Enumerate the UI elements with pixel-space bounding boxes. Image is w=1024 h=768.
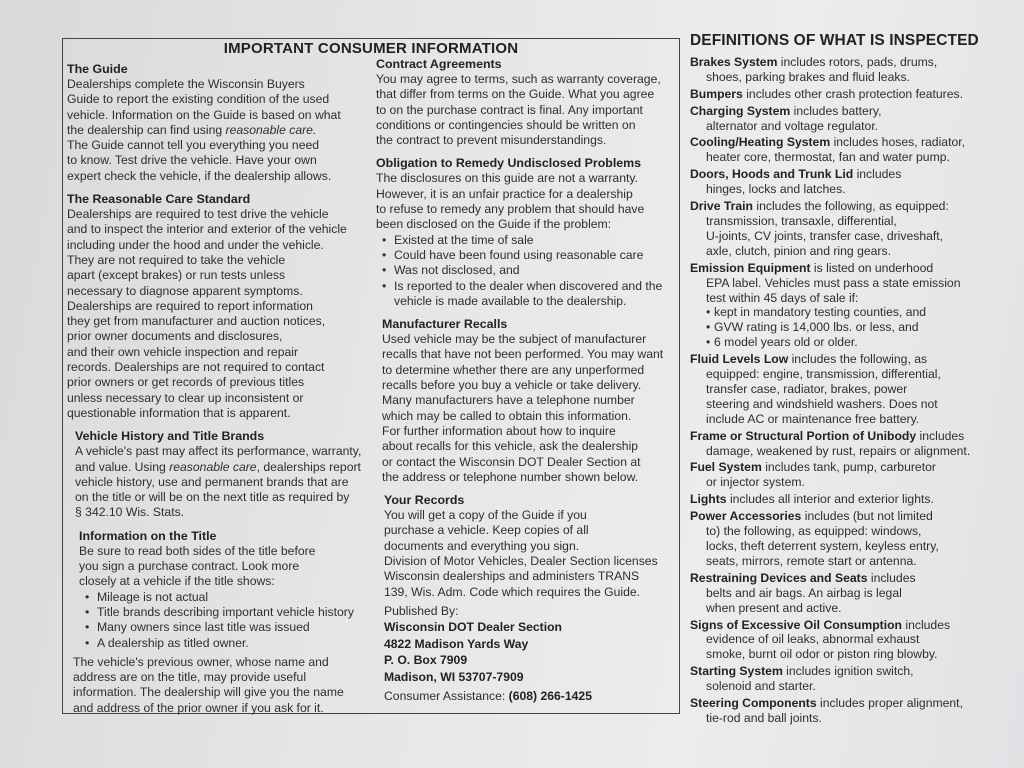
text-line: The vehicle's previous owner, whose name and <box>73 654 329 669</box>
definition-term: Emission Equipment <box>690 260 811 275</box>
text-line: documents and everything you sign. <box>384 538 580 553</box>
text-line: heater core, thermostat, fan and water pump. <box>706 150 950 165</box>
text-line <box>690 352 990 367</box>
text-line: Wisconsin dealerships and administers TRANS <box>384 569 640 584</box>
consumer-info-title: IMPORTANT CONSUMER INFORMATION <box>223 40 519 57</box>
text-line: Dealerships are required to report information <box>67 298 313 313</box>
definition-term: Frame or Structural Portion of Unibody <box>690 428 917 443</box>
text-line: evidence of oil leaks, abnormal exhaust <box>706 632 920 647</box>
text-line: information. The dealership will give you the name <box>73 685 344 700</box>
text-line: you sign a purchase contract. Look more <box>79 559 300 574</box>
emphasis-text: reasonable care. <box>225 122 317 137</box>
text-line: vehicle history, use and permanent brands that are <box>75 474 349 489</box>
text-line <box>690 429 990 444</box>
text-line: they get from manufacturer and auction notices, <box>67 314 326 329</box>
definition-term: Charging System <box>690 103 791 118</box>
section-title-information <box>67 529 367 716</box>
guide-paragraph-2 <box>67 138 367 184</box>
text-line: necessary to diagnose apparent symptoms. <box>67 283 303 298</box>
definition-item <box>690 696 990 726</box>
list-item: • Many owners since last title was issued <box>79 620 367 635</box>
definition-text: includes (but not limited <box>801 509 933 524</box>
definition-text: includes <box>867 570 916 585</box>
definition-text: includes battery, <box>790 103 882 118</box>
section-contract-agreements <box>376 57 678 148</box>
section-heading: The Reasonable Care Standard <box>67 192 251 207</box>
text-line: purchase a vehicle. Keep copies of all <box>384 523 589 538</box>
text-line: 139, Wis. Adm. Code which requires the Guide. <box>384 584 641 599</box>
definition-bullet-list <box>690 305 990 350</box>
text-line <box>690 664 990 679</box>
emphasis-text: reasonable care <box>169 459 257 474</box>
section-heading: Your Records <box>384 493 465 508</box>
text-line: transfer case, radiator, brakes, power <box>706 381 908 396</box>
reasonable-care-paragraph-2 <box>67 299 367 421</box>
definition-item <box>690 104 990 134</box>
definition-item <box>690 87 990 102</box>
definition-term: Doors, Hoods and Trunk Lid <box>690 167 854 182</box>
list-item: • Existed at the time of sale <box>376 233 678 248</box>
published-by-label: Published By: <box>384 603 459 618</box>
definition-item <box>690 352 990 427</box>
text-line: transmission, transaxle, differential, <box>706 213 897 228</box>
text-line: damage, weakened by rust, repairs or alignment. <box>706 443 971 458</box>
section-manufacturer-recalls <box>376 317 678 485</box>
definition-text: includes hoses, radiator, <box>830 135 966 150</box>
publisher-city: Madison, WI 53707-7909 <box>384 669 524 684</box>
text-line: expert check the vehicle, if the dealership allows. <box>67 168 332 183</box>
definition-item <box>690 167 990 197</box>
list-item: • Was not disclosed, and <box>376 263 678 278</box>
definition-text: includes tank, pump, carburetor <box>761 460 936 475</box>
text-line: Guide to report the existing condition of the used <box>67 92 330 107</box>
definition-text: includes rotors, pads, drums, <box>777 54 938 69</box>
consumer-assistance-phone: (608) 266-1425 <box>508 689 592 704</box>
definition-text: includes the following, as equipped: <box>753 199 949 214</box>
text-line: to refuse to remedy any problem that should have <box>376 202 645 217</box>
text-line: However, it is an unfair practice for a dealership <box>376 186 633 201</box>
text-line: Dealerships complete the Wisconsin Buyers <box>67 77 305 91</box>
text-line: U-joints, CV joints, transfer case, driveshaft, <box>706 228 944 243</box>
text-line: They are not required to take the vehicle <box>67 252 286 267</box>
text-line: belts and air bags. An airbag is legal <box>706 585 902 600</box>
definition-term: Lights <box>690 492 727 507</box>
definition-item <box>690 460 990 490</box>
publisher-po-box: P. O. Box 7909 <box>384 653 468 668</box>
text-line: steering and windshield washers. Does not <box>706 396 938 411</box>
text-line: recalls that have not been performed. You may want <box>382 347 664 362</box>
definition-text: includes <box>916 428 965 443</box>
text-line: apart (except brakes) or run tests unless <box>67 268 286 283</box>
section-the-guide <box>67 62 367 184</box>
text-line: prior owners or get records of previous titles <box>67 375 305 390</box>
title-information-paragraph-2 <box>73 655 367 716</box>
text-line: recalls before you buy a vehicle or take delivery. <box>382 378 642 393</box>
text-line: Be sure to read both sides of the title before <box>79 543 316 558</box>
text-line: that differ from terms on the Guide. What you agree <box>376 87 655 102</box>
definition-text: includes ignition switch, <box>782 664 914 679</box>
section-your-records <box>376 493 678 600</box>
definition-term: Fluid Levels Low <box>690 352 789 367</box>
reasonable-care-paragraph-1 <box>67 207 367 299</box>
section-remedy-obligation <box>376 156 678 309</box>
text-line <box>690 618 990 633</box>
consumer-info-column-right <box>376 57 678 705</box>
definition-term: Drive Train <box>690 199 753 214</box>
text-line: You will get a copy of the Guide if you <box>384 508 587 523</box>
text-line: to determine whether there are any unperformed <box>382 362 645 377</box>
section-reasonable-care <box>67 192 367 421</box>
definition-item <box>690 664 990 694</box>
definition-text: includes proper alignment, <box>816 696 963 711</box>
text-line: to) the following, as equipped: windows, <box>706 524 922 539</box>
section-heading: Obligation to Remedy Undisclosed Problems <box>376 156 642 171</box>
text-line: Dealerships are required to test drive the vehicle <box>67 207 329 222</box>
text-line: A vehicle's past may affect its performance, warranty, <box>75 444 362 459</box>
text-line <box>690 167 990 182</box>
definition-term: Starting System <box>690 664 783 679</box>
list-item: • Title brands describing important vehicle history <box>79 605 367 620</box>
guide-paragraph-1 <box>67 77 367 138</box>
text-line: or injector system. <box>706 475 805 490</box>
text-line: closely at a vehicle if the title shows: <box>79 574 275 589</box>
definition-item <box>690 509 990 569</box>
text-line: Many manufacturers have a telephone number <box>382 393 635 408</box>
remedy-conditions-list <box>376 233 678 309</box>
text-line <box>690 492 990 507</box>
text-line: locks, theft deterrent system, keyless entry, <box>706 539 939 553</box>
text-line: unless necessary to clear up inconsistent or <box>67 390 304 405</box>
definition-text: includes <box>853 167 902 182</box>
text-line: questionable information that is apparent. <box>67 405 291 420</box>
text-line: axle, clutch, pinion and ring gears. <box>706 243 891 258</box>
consumer-info-column-left <box>67 62 367 716</box>
text-line: or contact the Wisconsin DOT Dealer Section at <box>382 454 641 469</box>
text-line: hinges, locks and latches. <box>706 182 846 197</box>
text-line <box>690 571 990 586</box>
definition-item <box>690 618 990 663</box>
text-line: The Guide cannot tell you everything you need <box>67 138 320 153</box>
text-line <box>690 509 990 524</box>
text-line: prior owner documents and disclosures, <box>67 329 283 344</box>
text-line: alternator and voltage regulator. <box>706 118 879 133</box>
definition-term: Power Accessories <box>690 509 802 524</box>
list-item: • Mileage is not actual <box>79 590 367 605</box>
text-line <box>690 55 990 70</box>
text-line: solenoid and starter. <box>706 679 816 694</box>
text-line: vehicle. Information on the Guide is based on what <box>67 107 341 122</box>
publisher-name: Wisconsin DOT Dealer Section <box>384 620 563 635</box>
definition-term: Signs of Excessive Oil Consumption <box>690 617 902 632</box>
consumer-assistance <box>384 689 678 704</box>
text-line: on the title or will be on the next title as required by <box>75 490 350 505</box>
definition-item <box>690 199 990 259</box>
definition-term: Fuel System <box>690 460 762 475</box>
text-line: equipped: engine, transmission, differential, <box>706 367 941 382</box>
text-line <box>67 123 367 138</box>
definition-item <box>690 135 990 165</box>
text-line: seats, mirrors, remote start or antenna. <box>706 553 917 568</box>
text-line: the address or telephone number shown below. <box>382 469 639 484</box>
text-line: about recalls for this vehicle, ask the dealership <box>382 439 639 454</box>
title-warning-list <box>79 590 367 651</box>
text-span: and value. Using <box>75 459 170 474</box>
text-line <box>690 135 990 150</box>
text-line: and to inspect the interior and exterior of the vehicle <box>67 222 347 237</box>
text-line: tie-rod and ball joints. <box>706 710 822 725</box>
text-line: smoke, burnt oil odor or piston ring blowby. <box>706 647 938 662</box>
text-line: shoes, parking brakes and fluid leaks. <box>706 69 910 84</box>
definition-term: Bumpers <box>690 86 743 101</box>
text-line: You may agree to terms, such as warranty coverage, <box>376 72 661 86</box>
text-span: , dealerships report <box>256 459 361 474</box>
definition-text: is listed on underhood <box>810 260 934 275</box>
text-line: to on the purchase contract is final. Any important <box>376 102 643 117</box>
text-line: including under the hood and under the vehicle. <box>67 237 324 252</box>
text-line: § 342.10 Wis. Stats. <box>75 505 185 520</box>
publisher-street: 4822 Madison Yards Way <box>384 636 529 651</box>
list-item: • 6 model years old or older. <box>690 335 990 350</box>
definition-text: includes the following, as <box>788 352 928 367</box>
definition-item <box>690 261 990 350</box>
text-line: conditions or contingencies should be written on <box>376 117 636 132</box>
text-line: when present and active. <box>706 600 842 615</box>
text-line: and their own vehicle inspection and repair <box>67 344 299 359</box>
definition-term: Steering Components <box>690 696 817 711</box>
definition-item <box>690 571 990 616</box>
list-item: • kept in mandatory testing counties, and <box>690 305 990 320</box>
section-heading: Contract Agreements <box>376 57 502 71</box>
text-line: to know. Test drive the vehicle. Have your own <box>67 153 317 168</box>
definition-item <box>690 429 990 459</box>
text-line: The disclosures on this guide are not a warranty. <box>376 171 638 186</box>
text-line <box>690 261 990 276</box>
text-line <box>690 460 990 475</box>
list-item: • Is reported to the dealer when discovered and the vehicle is made available to the dealership. <box>376 279 678 310</box>
text-line: and address of the prior owner if you ask for it. <box>73 700 324 715</box>
list-item: • GVW rating is 14,000 lbs. or less, and <box>690 320 990 335</box>
section-heading: Information on the Title <box>79 528 217 543</box>
definitions-list <box>690 55 990 726</box>
consumer-assistance-label: Consumer Assistance: <box>384 689 509 704</box>
definition-item <box>690 55 990 85</box>
text-line: Division of Motor Vehicles, Dealer Section licenses <box>384 554 658 569</box>
text-line: which may be called to obtain this information. <box>382 408 632 423</box>
definition-term: Brakes System <box>690 54 778 69</box>
definitions-title: DEFINITIONS OF WHAT IS INSPECTED <box>690 32 979 49</box>
definition-text: includes all interior and exterior lights. <box>726 492 934 507</box>
definition-text: includes other crash protection features. <box>742 86 964 101</box>
list-item: • A dealership as titled owner. <box>79 636 367 651</box>
text-line <box>690 199 990 214</box>
definition-text: includes <box>901 617 951 632</box>
definition-term: Restraining Devices and Seats <box>690 570 868 585</box>
text-line <box>75 460 367 475</box>
text-line: address are on the title, may provide useful <box>73 670 307 685</box>
text-line: include AC or maintenance free battery. <box>706 411 920 426</box>
section-heading: Manufacturer Recalls <box>382 317 508 332</box>
definition-item <box>690 492 990 507</box>
text-line: Used vehicle may be the subject of manufacturer <box>382 332 647 347</box>
text-line: For further information about how to inquire <box>382 423 616 438</box>
text-line: EPA label. Vehicles must pass a state emission <box>706 275 961 290</box>
text-line <box>690 87 990 102</box>
section-vehicle-history <box>67 429 367 520</box>
text-span: the dealership can find using <box>67 122 226 137</box>
definition-term: Cooling/Heating System <box>690 135 831 150</box>
section-publisher <box>376 604 678 705</box>
text-line <box>690 104 990 119</box>
list-item: • Could have been found using reasonable care <box>376 248 678 263</box>
section-heading: The Guide <box>67 62 128 76</box>
section-heading: Vehicle History and Title Brands <box>75 429 265 444</box>
text-line: the contract to prevent misunderstandings. <box>376 133 607 148</box>
text-line: test within 45 days of sale if: <box>706 290 859 305</box>
text-line: records. Dealerships are not required to contact <box>67 360 325 375</box>
text-line <box>690 696 990 711</box>
definitions-column <box>690 34 990 728</box>
text-line: been disclosed on the Guide if the problem: <box>376 217 612 232</box>
